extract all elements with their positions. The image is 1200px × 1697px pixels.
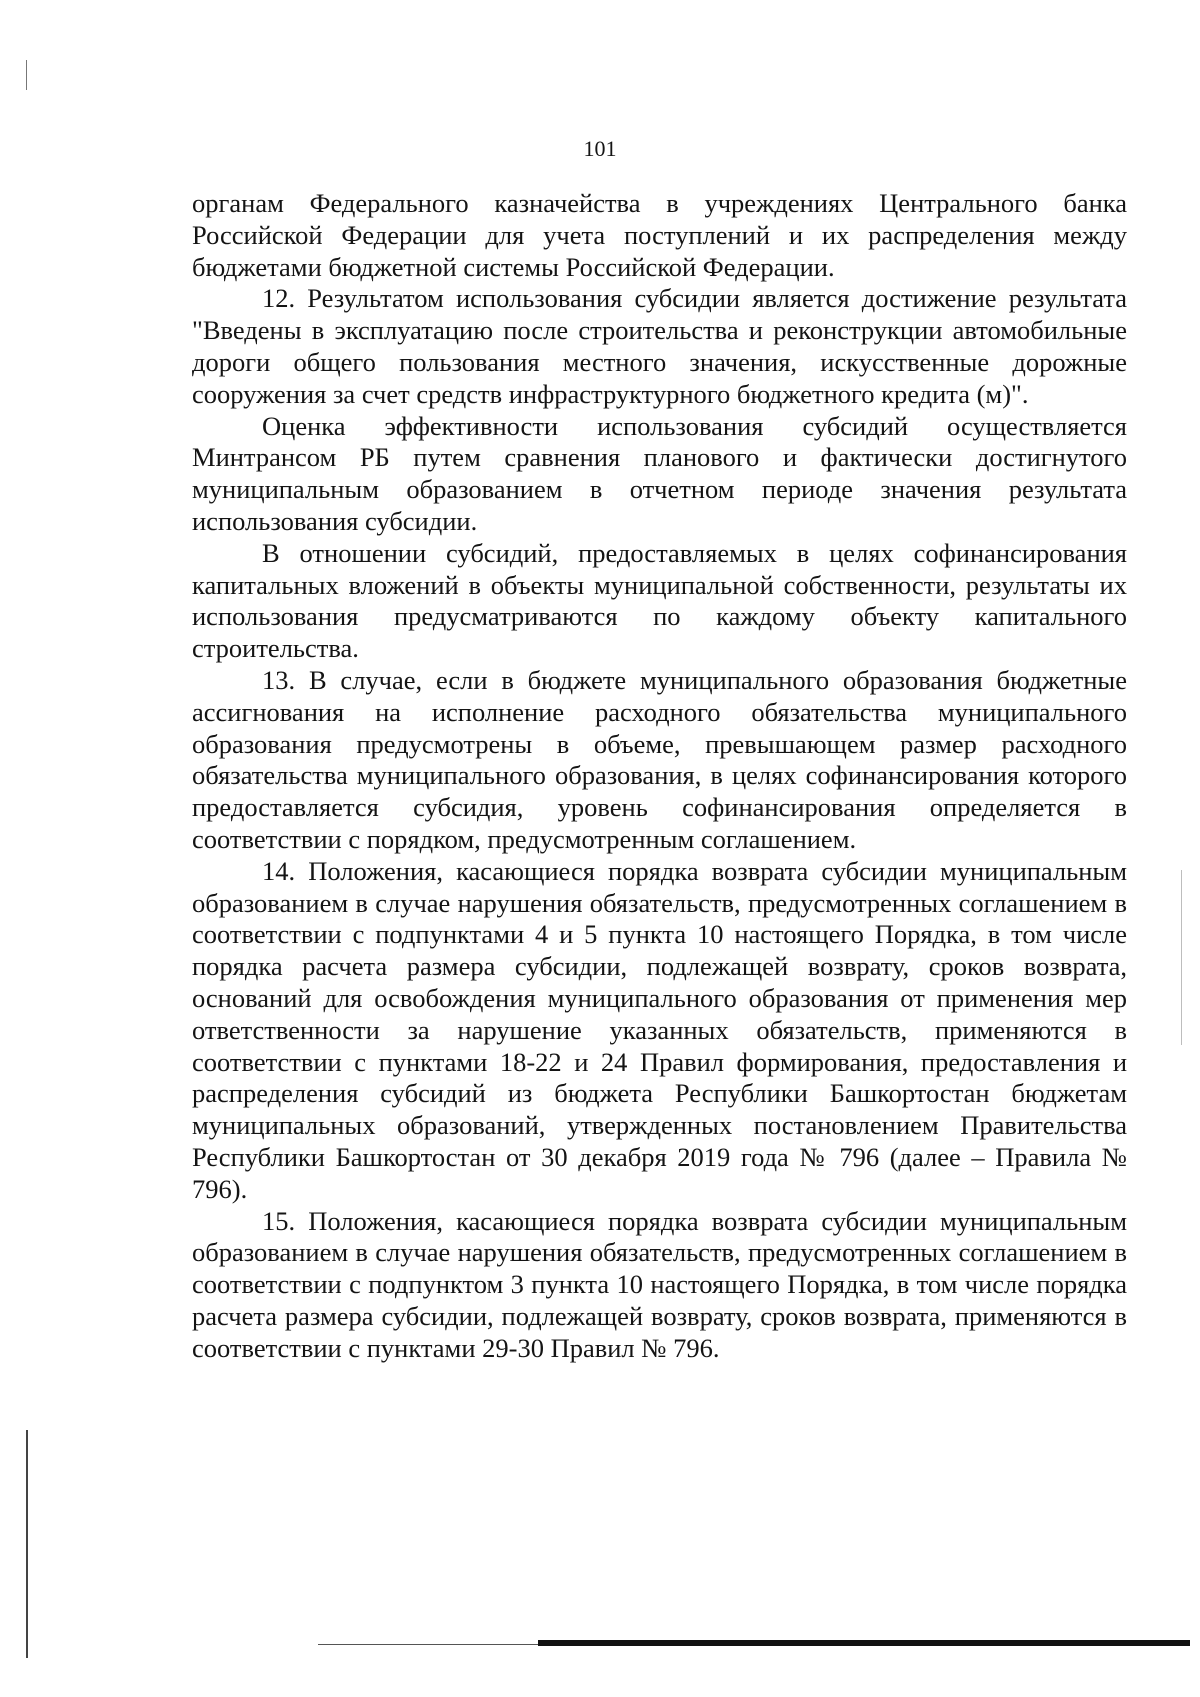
paragraph-item-12: 12. Результатом использования субсидии является достижение результата "Введены в эксплуатацию после строительства и реконструкции автомобильные дороги общего пользования местного значения, искусственные дорожные сооружения за счет средств инфраструктурного бюджетного кредита (м)". xyxy=(192,283,1127,409)
scan-edge-mark xyxy=(26,1430,28,1658)
bottom-divider-thin xyxy=(318,1644,558,1645)
scan-edge-mark xyxy=(1181,870,1182,1045)
bottom-divider-thick xyxy=(538,1640,1190,1646)
page-number: 101 xyxy=(583,136,617,161)
scan-edge-mark xyxy=(26,60,27,90)
paragraph-item-15: 15. Положения, касающиеся порядка возврата субсидии муниципальным образованием в случае нарушения обязательств, предусмотренных соглашением в соответствии с подпунктом 3 пункта 10 настоящего Порядка, в том числе порядка расчета размера субсидии, подлежащей возврату, сроков возврата, применяются в соответствии с пунктами 29-30 Правил № 796. xyxy=(192,1205,1127,1363)
paragraph-item-14: 14. Положения, касающиеся порядка возврата субсидии муниципальным образованием в случае нарушения обязательств, предусмотренных соглашением в соответствии с подпунктами 4 и 5 пункта 10 настоящего Порядка, в том числе порядка расчета размера субсидии, подлежащей возврату, сроков возврата, оснований для освобождения муниципального образования от применения мер ответственности за нарушение указанных обязательств, применяются в соответствии с пунктами 18-22 и 24 Правил формирования, предоставления и распределения субсидий из бюджета Республики Башкортостан бюджетам муниципальных образований, утвержденных постановлением Правительства Республики Башкортостан от 30 декабря 2019 года № 796 (далее – Правила № 796). xyxy=(192,855,1127,1204)
paragraph-capital-investments: В отношении субсидий, предоставляемых в целях софинансирования капитальных вложений в объекты муниципальной собственности, результаты их использования предусматриваются по каждому объекту капитального строительства. xyxy=(192,537,1127,664)
document-body xyxy=(192,188,1127,1364)
paragraph-efficiency-assessment: Оценка эффективности использования субсидий осуществляется Минтрансом РБ путем сравнения планового и фактически достигнутого муниципальным образованием в отчетном периоде значения результата использования субсидии. xyxy=(192,410,1127,536)
paragraph-item-13: 13. В случае, если в бюджете муниципального образования бюджетные ассигнования на исполнение расходного обязательства муниципального образования предусмотрены в объеме, превышающем размер расходного обязательства муниципального образования, в целях софинансирования которого предоставляется субсидия, уровень софинансирования определяется в соответствии с порядком, предусмотренным соглашением. xyxy=(192,664,1127,854)
paragraph-continuation: органам Федерального казначейства в учреждениях Центрального банка Российской Федерации для учета поступлений и их распределения между бюджетами бюджетной системы Российской Федерации. xyxy=(192,188,1127,282)
